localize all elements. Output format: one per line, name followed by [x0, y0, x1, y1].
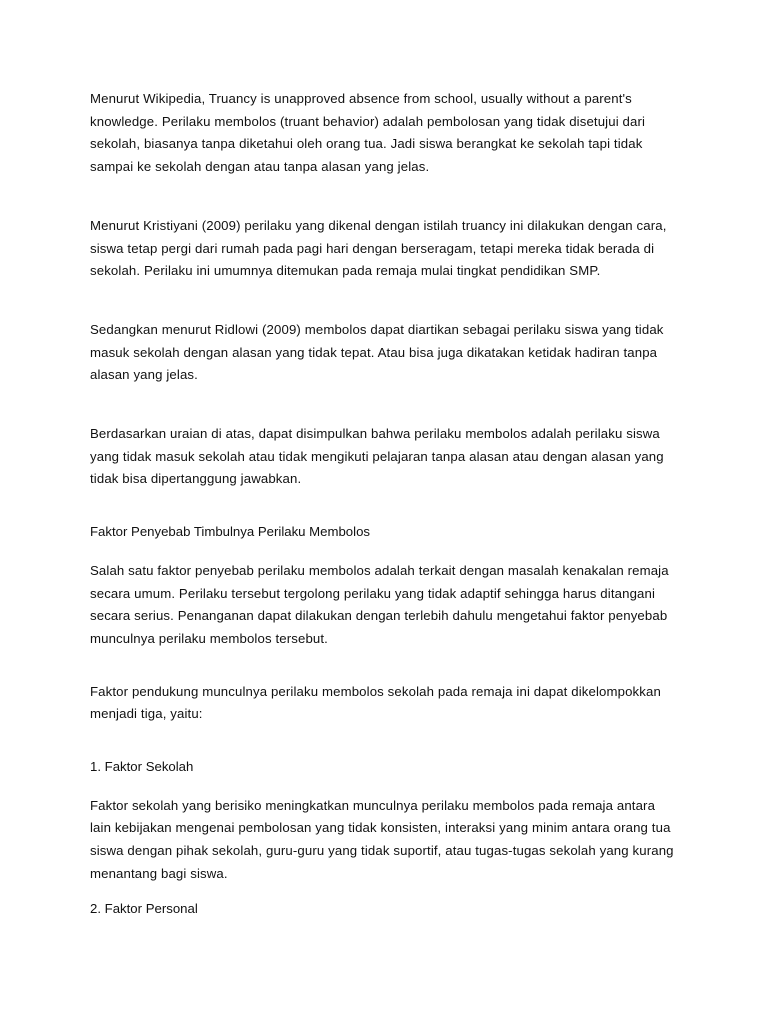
section-paragraph: Salah satu faktor penyebab perilaku membolos adalah terkait dengan masalah kenakalan remaja secara umum. Perilaku tersebut tergolong perilaku yang tidak adaptif sehingga harus ditangani secara serius. Penanganan dapat dilakukan dengan terlebih dahulu mengetahui faktor penyebab munculnya perilaku membolos tersebut.	[90, 562, 669, 646]
paragraph-spacer	[90, 544, 678, 560]
paragraph-kesimpulan: Berdasarkan uraian di atas, dapat disimpulkan bahwa perilaku membolos adalah perilaku siswa yang tidak masuk sekolah atau tidak mengikuti pelajaran tanpa alasan atau dengan alasan yang tidak bisa dipertanggung jawabkan.	[90, 426, 664, 487]
paragraph-kristiyani: Menurut Kristiyani (2009) perilaku yang dikenal dengan istilah truancy ini dilakukan dengan cara, siswa tetap pergi dari rumah pada pagi hari dengan berseragam, tetapi mereka tidak berada di sekolah. Perilaku ini umumnya ditemukan pada remaja mulai tingkat pendidikan SMP.	[90, 217, 667, 279]
paragraph-spacer	[90, 387, 678, 423]
paragraph-wikipedia: Menurut Wikipedia, Truancy is unapproved absence from school, usually without a parent's knowledge. Perilaku membolos (truant behavior) adalah pembolosan yang tidak disetujui dari sekolah, biasanya tanpa diketahui oleh orang tua. Jadi siswa berangkat ke sekolah tapi tidak sampai ke sekolah dengan atau tanpa alasan yang jelas.	[90, 91, 646, 175]
paragraph-ridlowi: Sedangkan menurut Ridlowi (2009) membolos dapat diartikan sebagai perilaku siswa yang tidak masuk sekolah dengan alasan yang tidak tepat. Atau bisa juga dikatakan ketidak hadiran tanpa alasan yang jelas.	[90, 321, 664, 383]
paragraph-spacer	[90, 283, 678, 319]
paragraph-spacer	[90, 491, 678, 521]
grouping-paragraph: Faktor pendukung munculnya perilaku membolos sekolah pada remaja ini dapat dikelompokkan menjadi tiga, yaitu:	[90, 683, 661, 722]
paragraph-spacer	[90, 179, 678, 215]
list-item-heading-faktor-sekolah: 1. Faktor Sekolah	[90, 759, 194, 775]
document-body	[90, 88, 678, 920]
list-item-text-faktor-sekolah: Faktor sekolah yang berisiko meningkatkan munculnya perilaku membolos pada remaja antara lain kebijakan mengenai pembolosan yang tidak konsisten, interaksi yang minim antara orang tua siswa dengan pihak sekolah, guru-guru yang tidak suportif, atau tugas-tugas sekolah yang kurang menantang bagi siswa.	[90, 797, 674, 881]
paragraph-spacer	[90, 886, 678, 898]
paragraph-spacer	[90, 726, 678, 756]
section-heading: Faktor Penyebab Timbulnya Perilaku Membolos	[90, 524, 371, 540]
paragraph-spacer	[90, 779, 678, 795]
paragraph-spacer	[90, 651, 678, 681]
list-item-heading-faktor-personal: 2. Faktor Personal	[90, 900, 198, 916]
